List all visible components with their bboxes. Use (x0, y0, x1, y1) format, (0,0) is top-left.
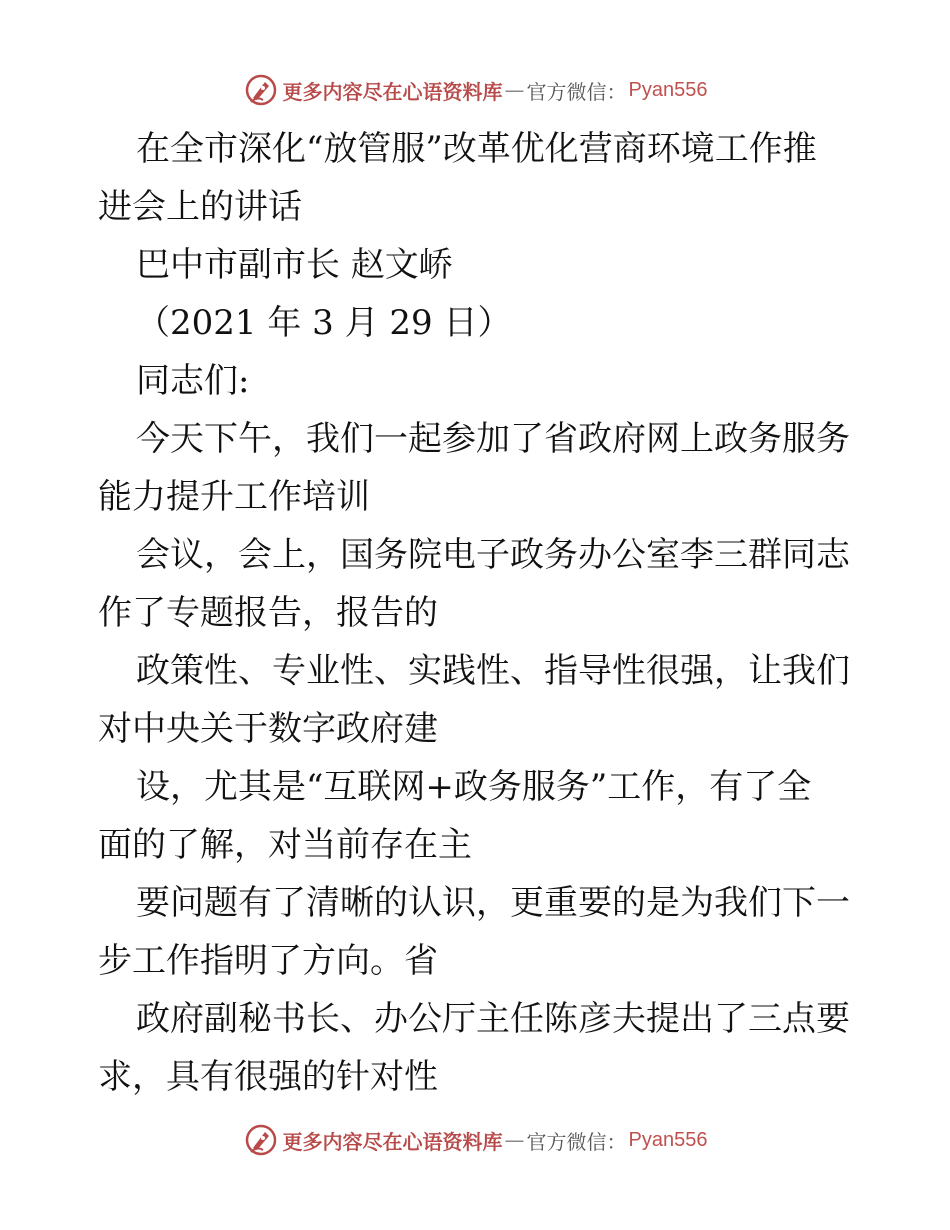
banner-separator: — (504, 78, 525, 102)
body-line: 要问题有了清晰的认识，更重要的是为我们下一 (136, 883, 850, 923)
body-line: 政府副秘书长、办公厅主任陈彦夫提出了三点要 (136, 999, 850, 1039)
salutation-line: 同志们: (136, 361, 250, 401)
banner-separator: — (504, 1128, 525, 1152)
pen-nib-logo-icon (243, 1122, 279, 1158)
banner-wechat-id: Pyan556 (628, 78, 708, 101)
banner-wechat-id: Pyan556 (628, 1128, 708, 1151)
speaker-line: 巴中市副市长 赵文峤 (136, 245, 453, 285)
body-line: 步工作指明了方向。省 (98, 941, 438, 981)
body-line: 面的了解，对当前存在主 (98, 825, 472, 865)
body-line: 设，尤其是“互联网+政务服务”工作，有了全 (136, 767, 812, 807)
banner-official-label: 官方微信： (526, 79, 627, 104)
body-line: 求，具有很强的针对性 (98, 1057, 438, 1097)
banner-brand-text: 更多内容尽在心语资料库 (282, 1129, 503, 1154)
date-line: （2021 年 3 月 29 日） (136, 303, 512, 343)
body-line: 作了专题报告，报告的 (98, 593, 438, 633)
banner-official-label: 官方微信： (526, 1129, 627, 1154)
footer-banner (0, 1120, 950, 1160)
header-banner (0, 70, 950, 110)
document-body (98, 120, 858, 1106)
body-line: 会议，会上，国务院电子政务办公室李三群同志 (136, 535, 850, 575)
body-line: 今天下午，我们一起参加了省政府网上政务服务 (136, 419, 850, 459)
body-line: 政策性、专业性、实践性、指导性很强，让我们 (136, 651, 850, 691)
pen-nib-logo-icon (243, 72, 279, 108)
document-title-line-2: 进会上的讲话 (98, 187, 302, 227)
body-line: 对中央关于数字政府建 (98, 709, 438, 749)
document-title-line-1: 在全市深化“放管服”改革优化营商环境工作推 (136, 129, 817, 169)
banner-brand-text: 更多内容尽在心语资料库 (282, 79, 503, 104)
body-line: 能力提升工作培训 (98, 477, 370, 517)
